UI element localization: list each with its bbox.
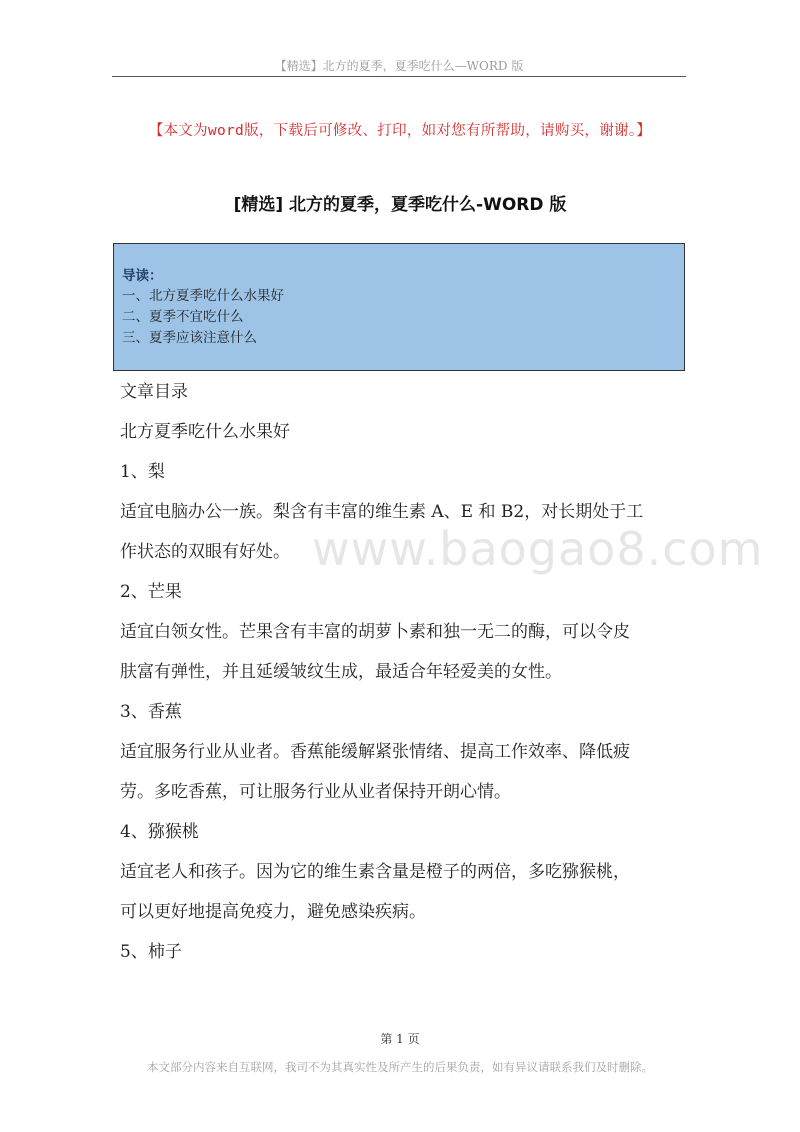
footer-disclaimer: 本文部分内容来自互联网，我司不为其真实性及所产生的后果负责，如有异议请联系我们及时删除。 xyxy=(147,1060,653,1074)
running-header: 【精选】北方的夏季，夏季吃什么—WORD 版 xyxy=(274,59,524,73)
toc-heading: 文章目录 xyxy=(120,382,188,402)
item-heading-kiwi: 4、猕猴桃 xyxy=(120,822,199,842)
watermark: www.baogao8.com xyxy=(312,522,764,576)
body-line: 劳。多吃香蕉，可让服务行业从业者保持开朗心情。 xyxy=(120,782,511,802)
item-heading-banana: 3、香蕉 xyxy=(120,702,182,722)
document-body xyxy=(120,372,690,972)
body-line: 适宜电脑办公一族。梨含有丰富的维生素 A、E 和 B2，对长期处于工 xyxy=(120,502,644,522)
section-heading: 北方夏季吃什么水果好 xyxy=(120,422,290,442)
guide-label: 导读： xyxy=(122,268,163,284)
item-heading-mango: 2、芒果 xyxy=(120,582,182,602)
guide-item-3: 三、夏季应该注意什么 xyxy=(122,330,257,346)
body-line: 作状态的双眼有好处。 xyxy=(120,542,290,562)
header-divider xyxy=(112,76,686,77)
body-line: 适宜服务行业从业者。香蕉能缓解紧张情绪、提高工作效率、降低疲 xyxy=(120,742,630,762)
body-line: 适宜老人和孩子。因为它的维生素含量是橙子的两倍，多吃猕猴桃， xyxy=(120,862,630,882)
guide-item-1: 一、北方夏季吃什么水果好 xyxy=(122,288,284,304)
word-version-notice: 【本文为word版，下载后可修改、打印，如对您有所帮助，请购买，谢谢。】 xyxy=(148,123,652,139)
item-heading-persimmon: 5、柿子 xyxy=(120,942,182,962)
page-number: 第 1 页 xyxy=(380,1032,420,1046)
document-title: [精选] 北方的夏季，夏季吃什么-WORD 版 xyxy=(233,195,567,215)
item-heading-pear: 1、梨 xyxy=(120,462,165,482)
guide-item-2: 二、夏季不宜吃什么 xyxy=(122,309,244,325)
body-line: 肤富有弹性，并且延缓皱纹生成，最适合年轻爱美的女性。 xyxy=(120,662,562,682)
body-line: 可以更好地提高免疫力，避免感染疾病。 xyxy=(120,902,426,922)
guide-box xyxy=(113,243,685,371)
body-line: 适宜白领女性。芒果含有丰富的胡萝卜素和独一无二的酶，可以令皮 xyxy=(120,622,630,642)
